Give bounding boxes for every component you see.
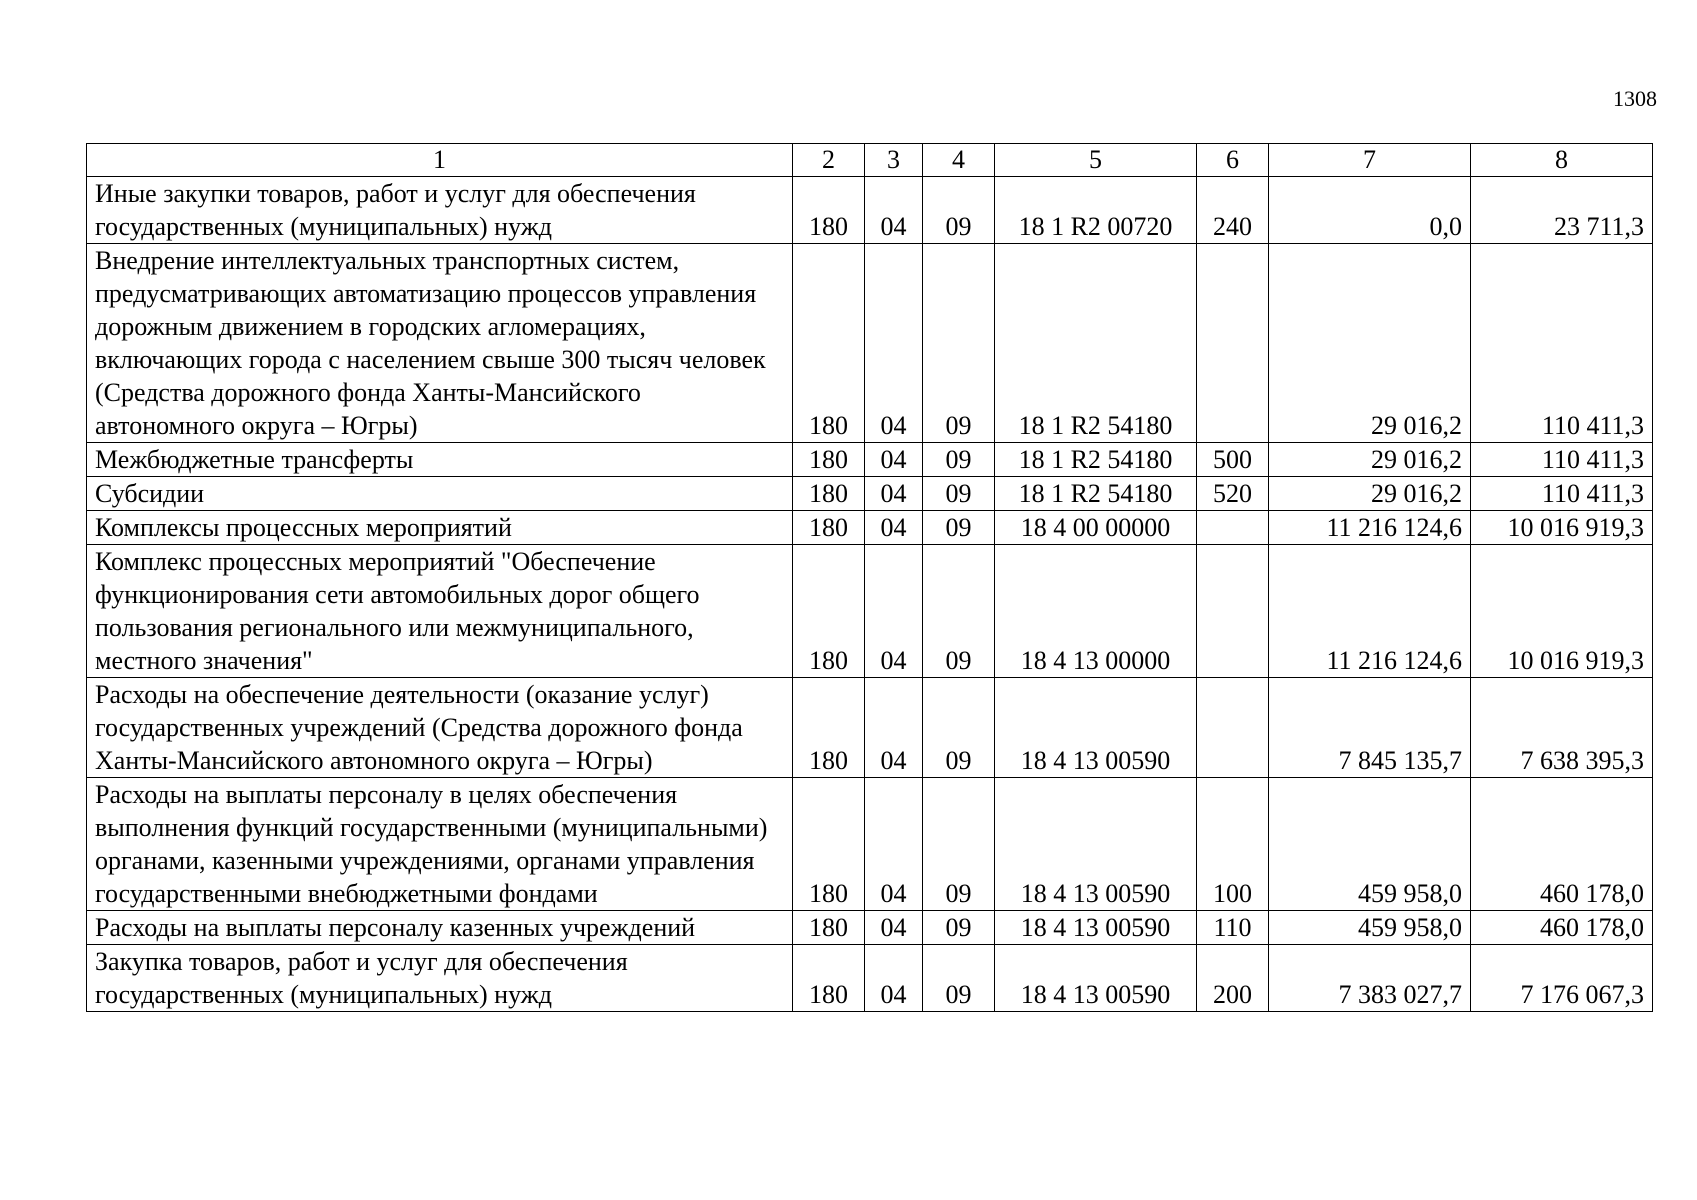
row-code-3: 04 (865, 244, 923, 443)
row-code-5: 18 4 13 00590 (995, 678, 1197, 778)
row-code-2: 180 (793, 778, 865, 911)
row-sum-8: 10 016 919,3 (1471, 545, 1653, 678)
row-code-4: 09 (923, 778, 995, 911)
row-sum-7: 29 016,2 (1269, 477, 1471, 511)
row-code-5: 18 4 13 00000 (995, 545, 1197, 678)
column-header: 8 (1471, 144, 1653, 177)
row-code-3: 04 (865, 778, 923, 911)
row-sum-7: 7 845 135,7 (1269, 678, 1471, 778)
table-row (87, 545, 1653, 678)
table-row (87, 177, 1653, 244)
row-name: Закупка товаров, работ и услуг для обеспечения государственных (муниципальных) нужд (87, 945, 793, 1012)
row-code-6: 500 (1197, 443, 1269, 477)
row-name: Субсидии (87, 477, 793, 511)
row-code-4: 09 (923, 511, 995, 545)
page-number: 1308 (1613, 86, 1657, 111)
row-name: Внедрение интеллектуальных транспортных систем, предусматривающих автоматизацию процессов управления дорожным движением в городских агломерациях, включающих города с населением свыше 300 тысяч человек (Средства дорожного фонда Ханты-Мансийского автономного округа – Югры) (87, 244, 793, 443)
row-sum-7: 7 383 027,7 (1269, 945, 1471, 1012)
row-code-6: 100 (1197, 778, 1269, 911)
row-code-4: 09 (923, 678, 995, 778)
row-sum-7: 0,0 (1269, 177, 1471, 244)
row-code-5: 18 1 R2 54180 (995, 477, 1197, 511)
row-name: Расходы на обеспечение деятельности (оказание услуг) государственных учреждений (Средства дорожного фонда Ханты-Мансийского автономного округа – Югры) (87, 678, 793, 778)
row-name: Комплекс процессных мероприятий "Обеспечение функционирования сети автомобильных дорог общего пользования регионального или межмуниципального, местного значения" (87, 545, 793, 678)
row-code-3: 04 (865, 177, 923, 244)
table-row (87, 443, 1653, 477)
row-code-4: 09 (923, 177, 995, 244)
row-code-3: 04 (865, 477, 923, 511)
row-sum-7: 11 216 124,6 (1269, 511, 1471, 545)
row-code-2: 180 (793, 545, 865, 678)
row-code-5: 18 4 13 00590 (995, 945, 1197, 1012)
row-sum-8: 7 638 395,3 (1471, 678, 1653, 778)
row-name: Расходы на выплаты персоналу казенных учреждений (87, 911, 793, 945)
row-code-5: 18 4 13 00590 (995, 778, 1197, 911)
row-code-3: 04 (865, 511, 923, 545)
row-code-2: 180 (793, 244, 865, 443)
table-row (87, 244, 1653, 443)
row-code-2: 180 (793, 911, 865, 945)
row-code-6: 110 (1197, 911, 1269, 945)
row-code-6: 240 (1197, 177, 1269, 244)
row-name: Межбюджетные трансферты (87, 443, 793, 477)
row-code-3: 04 (865, 678, 923, 778)
row-code-5: 18 1 R2 54180 (995, 244, 1197, 443)
row-code-3: 04 (865, 911, 923, 945)
row-code-5: 18 4 00 00000 (995, 511, 1197, 545)
row-sum-8: 10 016 919,3 (1471, 511, 1653, 545)
table-row (87, 945, 1653, 1012)
row-code-2: 180 (793, 945, 865, 1012)
row-sum-8: 23 711,3 (1471, 177, 1653, 244)
row-code-4: 09 (923, 443, 995, 477)
row-code-6 (1197, 244, 1269, 443)
column-header: 5 (995, 144, 1197, 177)
row-code-6: 520 (1197, 477, 1269, 511)
row-code-6 (1197, 511, 1269, 545)
row-code-4: 09 (923, 911, 995, 945)
row-sum-7: 29 016,2 (1269, 244, 1471, 443)
row-code-3: 04 (865, 945, 923, 1012)
budget-table (86, 143, 1653, 1012)
table-row (87, 911, 1653, 945)
column-header: 2 (793, 144, 865, 177)
column-header: 6 (1197, 144, 1269, 177)
row-sum-8: 460 178,0 (1471, 778, 1653, 911)
row-code-5: 18 4 13 00590 (995, 911, 1197, 945)
row-sum-7: 459 958,0 (1269, 778, 1471, 911)
row-code-4: 09 (923, 244, 995, 443)
table-row (87, 477, 1653, 511)
table-header-row (87, 144, 1653, 177)
row-sum-7: 11 216 124,6 (1269, 545, 1471, 678)
column-header: 4 (923, 144, 995, 177)
row-code-6 (1197, 678, 1269, 778)
table-row (87, 678, 1653, 778)
row-code-2: 180 (793, 477, 865, 511)
row-code-2: 180 (793, 511, 865, 545)
row-sum-7: 459 958,0 (1269, 911, 1471, 945)
row-sum-8: 7 176 067,3 (1471, 945, 1653, 1012)
row-sum-8: 110 411,3 (1471, 244, 1653, 443)
row-code-3: 04 (865, 545, 923, 678)
row-code-4: 09 (923, 545, 995, 678)
row-name: Комплексы процессных мероприятий (87, 511, 793, 545)
table-row (87, 778, 1653, 911)
row-code-2: 180 (793, 177, 865, 244)
column-header: 3 (865, 144, 923, 177)
row-code-6: 200 (1197, 945, 1269, 1012)
row-sum-7: 29 016,2 (1269, 443, 1471, 477)
row-code-2: 180 (793, 443, 865, 477)
row-name: Расходы на выплаты персоналу в целях обеспечения выполнения функций государственными (муниципальными) органами, казенными учреждениями, органами управления государственными внебюджетными фондами (87, 778, 793, 911)
column-header: 1 (87, 144, 793, 177)
row-code-5: 18 1 R2 54180 (995, 443, 1197, 477)
row-code-6 (1197, 545, 1269, 678)
row-code-4: 09 (923, 477, 995, 511)
row-code-4: 09 (923, 945, 995, 1012)
row-code-3: 04 (865, 443, 923, 477)
row-sum-8: 460 178,0 (1471, 911, 1653, 945)
row-name: Иные закупки товаров, работ и услуг для обеспечения государственных (муниципальных) нужд (87, 177, 793, 244)
row-sum-8: 110 411,3 (1471, 443, 1653, 477)
column-header: 7 (1269, 144, 1471, 177)
row-sum-8: 110 411,3 (1471, 477, 1653, 511)
row-code-5: 18 1 R2 00720 (995, 177, 1197, 244)
table-row (87, 511, 1653, 545)
row-code-2: 180 (793, 678, 865, 778)
